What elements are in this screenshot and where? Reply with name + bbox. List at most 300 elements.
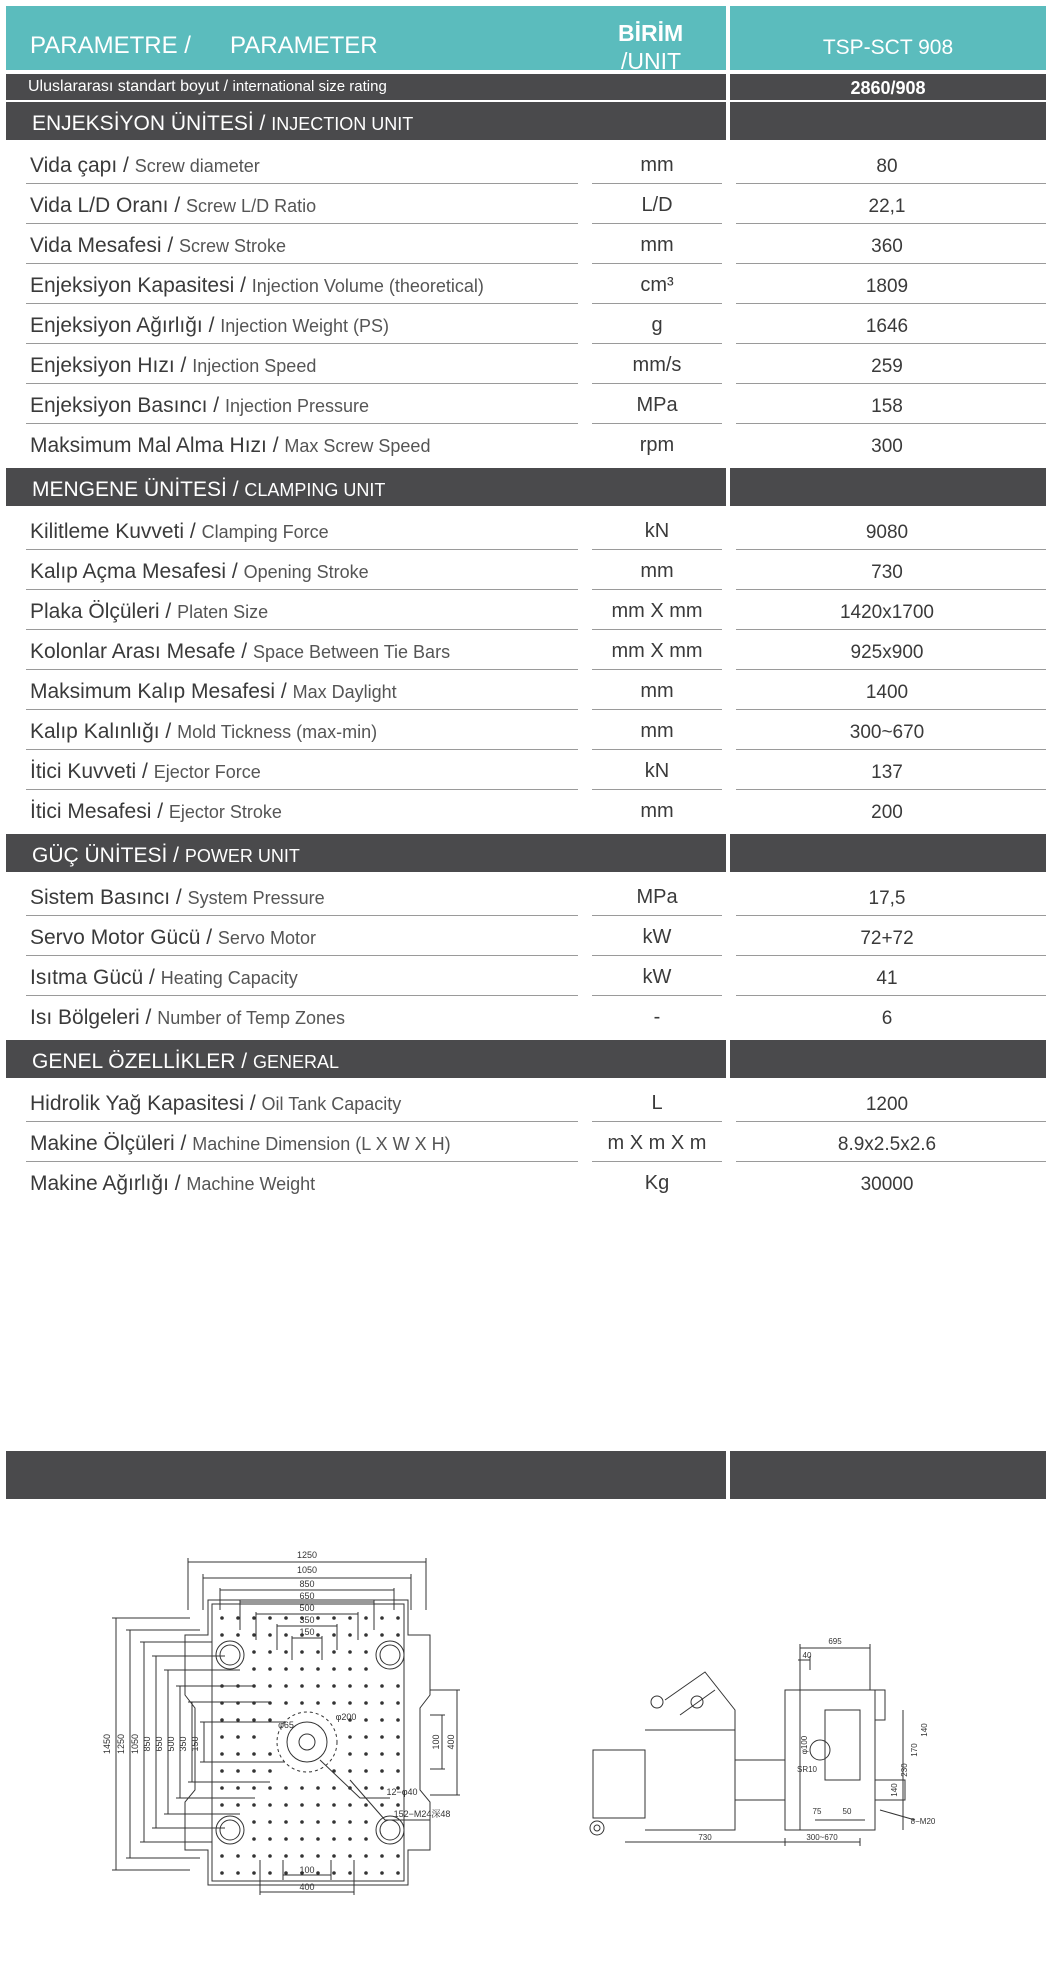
row-value: 925x900 [850, 642, 924, 663]
dim-top-4: 500 [299, 1603, 315, 1613]
platen-hole [332, 1667, 336, 1671]
section-title: MENGENE ÜNİTESİ / CLAMPING UNIT [32, 478, 386, 501]
platen-hole [396, 1701, 400, 1705]
table-row [0, 996, 1053, 1035]
row-label: Enjeksiyon Kapasitesi / Injection Volume (theoretical) [30, 274, 484, 297]
section-title: GÜÇ ÜNİTESİ / POWER UNIT [32, 844, 300, 867]
platen-hole [380, 1633, 384, 1637]
platen-hole [332, 1769, 336, 1773]
label-holes-40: 12−φ40 [386, 1787, 418, 1797]
row-label: Makine Ağırlığı / Machine Weight [30, 1172, 316, 1195]
platen-hole [252, 1803, 256, 1807]
row-value: 300 [871, 436, 903, 457]
platen-hole [220, 1769, 224, 1773]
platen-hole [364, 1820, 368, 1824]
platen-hole [348, 1752, 352, 1756]
platen-hole [252, 1667, 256, 1671]
platen-hole [268, 1616, 272, 1620]
platen-hole [396, 1616, 400, 1620]
row-unit: - [653, 1006, 661, 1028]
row-unit: mm X mm [611, 600, 703, 622]
platen-hole [332, 1871, 336, 1875]
row-label: İtici Mesafesi / Ejector Stroke [30, 800, 282, 823]
row-unit: L/D [641, 194, 673, 216]
row-value: 137 [871, 762, 903, 783]
section-title: GENEL ÖZELLİKLER / GENERAL [32, 1050, 340, 1073]
platen-hole [348, 1854, 352, 1858]
dim-left-5: 500 [166, 1736, 176, 1752]
side-dim-170: 170 [910, 1743, 919, 1757]
row-label: Isı Bölgeleri / Number of Temp Zones [30, 1006, 345, 1029]
row-value: 200 [871, 802, 903, 823]
platen-hole [396, 1752, 400, 1756]
platen-hole [300, 1701, 304, 1705]
row-unit: mm [640, 154, 674, 176]
header-model-cell [730, 6, 1046, 70]
side-dim-sr10: SR10 [796, 1765, 818, 1774]
platen-hole [300, 1803, 304, 1807]
platen-hole [236, 1803, 240, 1807]
row-label: Maksimum Kalıp Mesafesi / Max Daylight [30, 680, 397, 703]
platen-hole [252, 1718, 256, 1722]
row-unit: m X m X m [607, 1132, 707, 1154]
row-unit: rpm [639, 434, 675, 456]
platen-hole [268, 1650, 272, 1654]
row-label: Kalıp Kalınlığı / Mold Tickness (max-min) [30, 720, 378, 743]
dim-top-6: 150 [299, 1627, 315, 1637]
row-value: 1400 [865, 682, 909, 703]
row-unit: mm [640, 720, 674, 742]
table-row [0, 384, 1053, 423]
platen-hole [284, 1650, 288, 1654]
platen-hole [396, 1769, 400, 1773]
platen-hole [268, 1820, 272, 1824]
side-dim-50: 50 [842, 1807, 852, 1816]
footer-bar-left [6, 1451, 726, 1499]
platen-hole [268, 1684, 272, 1688]
table-row [0, 550, 1053, 589]
dim-bottom-1: 400 [299, 1882, 315, 1892]
platen-hole [364, 1684, 368, 1688]
platen-hole [236, 1633, 240, 1637]
row-value: 1200 [865, 1094, 909, 1115]
table-row [0, 750, 1053, 789]
table-row [0, 590, 1053, 629]
row-unit: mm [640, 800, 674, 822]
platen-hole [380, 1616, 384, 1620]
platen-hole [236, 1616, 240, 1620]
platen-hole [380, 1752, 384, 1756]
row-unit: MPa [636, 886, 678, 908]
platen-hole [380, 1701, 384, 1705]
platen-hole [236, 1769, 240, 1773]
platen-hole [332, 1684, 336, 1688]
header-param-cell [6, 6, 726, 74]
platen-hole [348, 1701, 352, 1705]
dim-left-7: 150 [190, 1736, 200, 1752]
platen-hole [284, 1701, 288, 1705]
platen-hole [220, 1735, 224, 1739]
platen-hole [300, 1650, 304, 1654]
platen-hole [332, 1820, 336, 1824]
platen-hole [236, 1854, 240, 1858]
platen-hole [332, 1650, 336, 1654]
platen-hole [396, 1854, 400, 1858]
row-label: Enjeksiyon Ağırlığı / Injection Weight (PS) [30, 314, 390, 337]
platen-hole [332, 1854, 336, 1858]
platen-hole [252, 1616, 256, 1620]
platen-hole [348, 1803, 352, 1807]
platen-hole [332, 1616, 336, 1620]
row-label: Kilitleme Kuvveti / Clamping Force [30, 520, 329, 543]
table-row [0, 424, 1053, 463]
platen-hole [348, 1667, 352, 1671]
platen-hole [332, 1803, 336, 1807]
platen-hole [252, 1650, 256, 1654]
dim-right-1: 400 [446, 1734, 456, 1750]
row-value: 8.9x2.5x2.6 [837, 1134, 937, 1155]
row-unit: kW [642, 926, 672, 948]
platen-hole [316, 1633, 320, 1637]
platen-hole [284, 1854, 288, 1858]
platen-hole [252, 1769, 256, 1773]
platen-hole [252, 1820, 256, 1824]
size-rating-label-cell [6, 74, 726, 100]
row-unit: cm³ [640, 274, 674, 296]
section-header-right [730, 102, 1046, 140]
platen-hole [332, 1837, 336, 1841]
platen-hole [268, 1667, 272, 1671]
dim-top-0: 1250 [296, 1550, 318, 1560]
platen-hole [364, 1633, 368, 1637]
row-label: Enjeksiyon Basıncı / Injection Pressure [30, 394, 370, 417]
row-label: Maksimum Mal Alma Hızı / Max Screw Speed [30, 434, 431, 457]
row-value: 9080 [865, 522, 909, 543]
row-value: 6 [881, 1008, 893, 1029]
platen-hole [220, 1684, 224, 1688]
platen-hole [348, 1786, 352, 1790]
table-row [0, 184, 1053, 223]
platen-hole [380, 1718, 384, 1722]
platen-hole [268, 1803, 272, 1807]
platen-hole [364, 1871, 368, 1875]
platen-hole [268, 1752, 272, 1756]
platen-hole [220, 1786, 224, 1790]
row-label: Hidrolik Yağ Kapasitesi / Oil Tank Capacity [30, 1092, 402, 1115]
platen-hole [348, 1650, 352, 1654]
platen-hole [268, 1854, 272, 1858]
section-header-right [730, 1040, 1046, 1078]
row-unit: mm X mm [611, 640, 703, 662]
platen-hole [396, 1718, 400, 1722]
platen-hole [364, 1718, 368, 1722]
platen-hole [220, 1718, 224, 1722]
row-value: 41 [876, 968, 898, 989]
row-label: Plaka Ölçüleri / Platen Size [30, 600, 269, 623]
header-param-tr: PARAMETRE / [30, 32, 191, 59]
platen-hole [380, 1684, 384, 1688]
platen-hole [252, 1752, 256, 1756]
platen-hole [316, 1854, 320, 1858]
dim-left-3: 850 [142, 1736, 152, 1752]
platen-hole [364, 1769, 368, 1773]
row-label: İtici Kuvveti / Ejector Force [30, 760, 261, 783]
side-dim-75: 75 [812, 1807, 822, 1816]
platen-hole [316, 1820, 320, 1824]
dim-top-1: 1050 [296, 1565, 318, 1575]
platen-hole [252, 1633, 256, 1637]
table-row [0, 1082, 1053, 1121]
side-dim-140a: 140 [890, 1783, 899, 1797]
row-unit: kN [644, 520, 670, 542]
row-label: Servo Motor Gücü / Servo Motor [30, 926, 316, 949]
platen-hole [268, 1786, 272, 1790]
platen-hole [220, 1803, 224, 1807]
table-row [0, 144, 1053, 183]
platen-hole [300, 1786, 304, 1790]
dim-top-2: 850 [299, 1579, 315, 1589]
platen-hole [396, 1684, 400, 1688]
row-value: 360 [871, 236, 903, 257]
row-value: 22,1 [868, 196, 906, 217]
table-row [0, 710, 1053, 749]
header-param-en: PARAMETER [230, 32, 378, 59]
table-row [0, 876, 1053, 915]
row-unit: mm [640, 560, 674, 582]
platen-hole [316, 1786, 320, 1790]
platen-hole [252, 1735, 256, 1739]
row-unit: Kg [644, 1172, 670, 1194]
footer-bar-right [730, 1451, 1046, 1499]
platen-hole [300, 1684, 304, 1688]
row-value: 158 [871, 396, 903, 417]
dim-right-0: 100 [431, 1734, 441, 1750]
platen-hole [316, 1871, 320, 1875]
dim-left-4: 650 [154, 1736, 164, 1752]
platen-hole [284, 1803, 288, 1807]
platen-hole [252, 1837, 256, 1841]
section-title: ENJEKSİYON ÜNİTESİ / INJECTION UNIT [32, 112, 414, 135]
platen-hole [380, 1735, 384, 1739]
dim-left-6: 350 [178, 1736, 188, 1752]
platen-hole [380, 1871, 384, 1875]
platen-hole [268, 1633, 272, 1637]
platen-hole [380, 1769, 384, 1773]
platen-hole [332, 1633, 336, 1637]
platen-drawing [100, 1530, 480, 1900]
platen-hole [364, 1803, 368, 1807]
header-model: TSP-SCT 908 [822, 36, 954, 59]
side-dim-m20: 8−M20 [910, 1817, 936, 1826]
header-unit-tr: BİRİM [618, 20, 684, 46]
platen-hole [284, 1820, 288, 1824]
dim-top-3: 650 [299, 1591, 315, 1601]
platen-hole [364, 1667, 368, 1671]
table-row [0, 304, 1053, 343]
table-row [0, 916, 1053, 955]
row-value: 1420x1700 [839, 602, 935, 623]
platen-hole [268, 1701, 272, 1705]
platen-hole [300, 1820, 304, 1824]
table-row [0, 264, 1053, 303]
row-label: Isıtma Gücü / Heating Capacity [30, 966, 298, 989]
table-row [0, 1162, 1053, 1201]
row-value: 30000 [860, 1174, 914, 1195]
platen-hole [220, 1701, 224, 1705]
platen-hole [284, 1633, 288, 1637]
table-row [0, 956, 1053, 995]
section-header [6, 834, 726, 872]
platen-hole [316, 1837, 320, 1841]
section-header-right [730, 468, 1046, 506]
platen-hole [252, 1786, 256, 1790]
dim-left-0: 1450 [102, 1733, 112, 1755]
row-label: Kolonlar Arası Mesafe / Space Between Tie Bars [30, 640, 451, 663]
row-label: Vida Mesafesi / Screw Stroke [30, 234, 287, 257]
platen-hole [316, 1650, 320, 1654]
platen-hole [236, 1735, 240, 1739]
platen-hole [316, 1701, 320, 1705]
table-row [0, 224, 1053, 263]
row-value: 259 [871, 356, 903, 377]
row-value: 730 [871, 562, 903, 583]
platen-hole [268, 1718, 272, 1722]
platen-hole [252, 1701, 256, 1705]
row-value: 1809 [865, 276, 909, 297]
side-dim-140b: 140 [920, 1723, 929, 1737]
platen-hole [348, 1684, 352, 1688]
row-value: 72+72 [860, 928, 914, 949]
row-value: 300~670 [849, 722, 925, 743]
platen-hole [332, 1701, 336, 1705]
dim-bottom-0: 100 [299, 1865, 315, 1875]
platen-hole [220, 1854, 224, 1858]
row-label: Enjeksiyon Hızı / Injection Speed [30, 354, 317, 377]
table-row [0, 1122, 1053, 1161]
platen-hole [364, 1786, 368, 1790]
platen-hole [300, 1667, 304, 1671]
platen-hole [300, 1837, 304, 1841]
platen-hole [348, 1735, 352, 1739]
platen-hole [364, 1735, 368, 1739]
platen-hole [236, 1684, 240, 1688]
row-unit: L [651, 1092, 663, 1114]
row-value: 80 [876, 156, 898, 177]
row-unit: g [651, 314, 663, 336]
platen-hole [300, 1854, 304, 1858]
side-dim-695: 695 [828, 1637, 842, 1646]
size-rating-value-cell [730, 74, 1046, 100]
row-unit: mm [640, 680, 674, 702]
platen-hole [284, 1871, 288, 1875]
row-label: Makine Ölçüleri / Machine Dimension (L X W X H) [30, 1132, 451, 1155]
platen-hole [236, 1786, 240, 1790]
row-unit: kW [642, 966, 672, 988]
platen-hole [380, 1854, 384, 1858]
platen-hole [364, 1854, 368, 1858]
platen-hole [332, 1786, 336, 1790]
platen-hole [364, 1616, 368, 1620]
table-row [0, 510, 1053, 549]
platen-hole [364, 1837, 368, 1841]
dim-top-5: 350 [299, 1615, 315, 1625]
platen-hole [316, 1667, 320, 1671]
platen-hole [284, 1667, 288, 1671]
platen-hole [316, 1803, 320, 1807]
table-row [0, 670, 1053, 709]
platen-hole [364, 1650, 368, 1654]
side-dim-730: 730 [698, 1833, 712, 1842]
size-rating-value: 2860/908 [850, 78, 926, 98]
platen-hole [284, 1837, 288, 1841]
side-dim-stroke: 300~670 [806, 1833, 838, 1842]
row-unit: kN [644, 760, 670, 782]
platen-hole [284, 1616, 288, 1620]
side-view-drawing [585, 1630, 945, 1850]
row-unit: mm/s [632, 354, 682, 376]
row-value: 17,5 [868, 888, 906, 909]
platen-hole [220, 1871, 224, 1875]
row-value: 1646 [865, 316, 909, 337]
side-dim-40: 40 [802, 1651, 812, 1660]
label-holes-m24: 152−M24深48 [393, 1809, 451, 1819]
side-dim-230: 230 [900, 1763, 909, 1777]
platen-hole [236, 1871, 240, 1875]
row-label: Kalıp Açma Mesafesi / Opening Stroke [30, 560, 369, 583]
platen-hole [236, 1718, 240, 1722]
platen-hole [364, 1752, 368, 1756]
dim-left-2: 1050 [130, 1733, 140, 1755]
platen-hole [348, 1820, 352, 1824]
platen-hole [396, 1803, 400, 1807]
platen-hole [380, 1803, 384, 1807]
platen-hole [284, 1684, 288, 1688]
section-header-right [730, 834, 1046, 872]
platen-hole [220, 1633, 224, 1637]
table-row [0, 790, 1053, 829]
row-unit: mm [640, 234, 674, 256]
platen-hole [316, 1616, 320, 1620]
platen-hole [236, 1701, 240, 1705]
platen-hole [348, 1837, 352, 1841]
dim-left-1: 1250 [116, 1733, 126, 1755]
label-phi200: φ200 [335, 1712, 357, 1722]
row-label: Vida çapı / Screw diameter [30, 154, 260, 177]
platen-hole [252, 1684, 256, 1688]
platen-hole [364, 1701, 368, 1705]
platen-hole [348, 1769, 352, 1773]
platen-hole [220, 1752, 224, 1756]
size-rating-label: Uluslararası standart boyut / international size rating [28, 78, 387, 95]
section-header [6, 1040, 726, 1078]
platen-hole [380, 1786, 384, 1790]
row-label: Vida L/D Oranı / Screw L/D Ratio [30, 194, 317, 217]
platen-hole [396, 1735, 400, 1739]
platen-hole [220, 1616, 224, 1620]
platen-hole [396, 1871, 400, 1875]
platen-hole [348, 1633, 352, 1637]
label-phi65: φ65 [278, 1720, 294, 1730]
platen-hole [348, 1871, 352, 1875]
platen-hole [348, 1616, 352, 1620]
platen-hole [268, 1769, 272, 1773]
section-header [6, 468, 726, 506]
platen-hole [236, 1752, 240, 1756]
header-unit-en: /UNIT [621, 48, 682, 74]
row-unit: MPa [636, 394, 678, 416]
platen-hole [284, 1786, 288, 1790]
side-dim-phi100: φ100 [800, 1735, 809, 1755]
